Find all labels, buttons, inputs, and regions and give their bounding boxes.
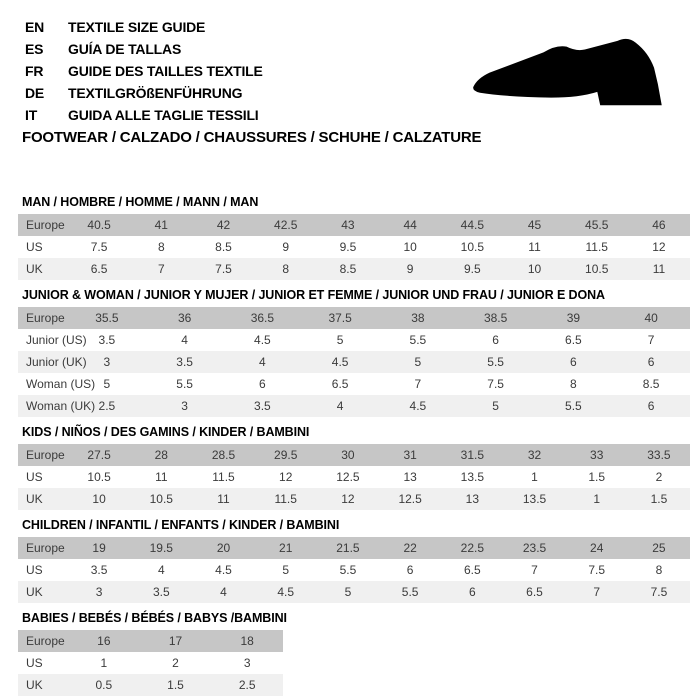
size-cell: 31.5	[460, 448, 484, 462]
size-table-kids	[18, 444, 690, 510]
size-cell: 5.5	[487, 355, 504, 369]
size-cell: 2	[655, 470, 663, 484]
size-cell: 13	[403, 470, 417, 484]
table-row	[18, 559, 690, 581]
size-cell: 11	[217, 492, 230, 506]
row-label-cell: Europe	[26, 448, 65, 462]
size-table-section-junior-woman	[18, 288, 690, 417]
size-table-man	[18, 214, 690, 280]
size-cell: 10.5	[87, 470, 111, 484]
row-label-cell: US	[26, 240, 43, 254]
size-cell: 3	[95, 585, 103, 599]
size-cell: 11	[652, 262, 666, 276]
table-title-children: CHILDREN / INFANTIL / ENFANTS / KINDER / BAMBINI	[22, 518, 340, 532]
size-cell: 8	[157, 240, 165, 254]
size-cell: 2	[172, 656, 179, 670]
size-cell: 28	[154, 448, 168, 462]
size-table-babies	[18, 630, 283, 696]
size-table-section-man	[18, 195, 690, 280]
size-cell: 13.5	[460, 470, 484, 484]
size-cell: 12.5	[398, 492, 422, 506]
size-cell: 9.5	[463, 262, 481, 276]
size-tables	[18, 195, 690, 696]
size-table-section-kids	[18, 425, 690, 510]
size-cell: 10.5	[585, 262, 609, 276]
size-cell: 29.5	[274, 448, 298, 462]
size-cell: 12.5	[336, 470, 360, 484]
size-cell: 6	[492, 333, 499, 347]
row-label-cell: UK	[26, 585, 43, 599]
table-row	[18, 466, 690, 488]
size-cell: 7	[414, 377, 422, 391]
size-cell: 4	[220, 585, 227, 599]
size-cell: 7.5	[90, 240, 108, 254]
size-cell: 10.5	[460, 240, 484, 254]
size-cell: 5	[103, 377, 111, 391]
row-label-cell: UK	[26, 492, 43, 506]
shoe-icon	[465, 38, 670, 118]
size-cell: 9	[406, 262, 414, 276]
table-row	[18, 581, 690, 603]
size-table-children	[18, 537, 690, 603]
size-cell: 5.5	[176, 377, 193, 391]
size-table-junior-woman	[18, 307, 690, 417]
language-code: DE	[25, 85, 45, 101]
size-cell: 6	[647, 399, 655, 413]
size-cell: 12	[279, 470, 293, 484]
size-cell: 23.5	[522, 541, 547, 555]
language-code: IT	[25, 107, 38, 123]
table-row	[18, 652, 283, 674]
size-cell: 4	[157, 563, 165, 577]
size-cell: 12	[341, 492, 355, 506]
size-cell: 11.5	[585, 240, 608, 254]
size-cell: 19.5	[149, 541, 173, 555]
size-cell: 6.5	[331, 377, 349, 391]
size-cell: 4	[181, 333, 188, 347]
size-cell: 7.5	[215, 262, 232, 276]
size-cell: 22	[403, 541, 417, 555]
language-row	[25, 60, 263, 82]
size-cell: 21	[279, 541, 293, 555]
size-cell: 46	[652, 218, 666, 232]
size-cell: 36	[177, 311, 192, 325]
size-cell: 7	[593, 585, 601, 599]
size-cell: 45	[527, 218, 542, 232]
language-label: GUÍA DE TALLAS	[68, 41, 182, 57]
size-cell: 4.5	[331, 355, 349, 369]
size-cell: 30	[341, 448, 355, 462]
size-cell: 35.5	[95, 311, 119, 325]
size-cell: 3	[103, 355, 111, 369]
size-cell: 6	[468, 585, 476, 599]
size-cell: 3.5	[152, 585, 170, 599]
size-cell: 7	[157, 262, 165, 276]
size-cell: 11	[155, 470, 168, 484]
size-cell: 1.5	[650, 492, 668, 506]
size-cell: 38	[411, 311, 425, 325]
size-cell: 42	[216, 218, 231, 232]
table-title-kids: KIDS / NIÑOS / DES GAMINS / KINDER / BAMBINI	[22, 425, 310, 439]
size-cell: 44	[403, 218, 417, 232]
size-cell: 3.5	[254, 399, 271, 413]
size-cell: 0.5	[95, 678, 113, 692]
size-cell: 4.5	[409, 399, 427, 413]
size-cell: 3.5	[98, 333, 116, 347]
size-cell: 1	[593, 492, 601, 506]
language-code: FR	[25, 63, 44, 79]
size-cell: 16	[97, 634, 111, 648]
size-cell: 13.5	[522, 492, 547, 506]
size-cell: 41	[154, 218, 168, 232]
size-cell: 4	[336, 399, 344, 413]
table-header-row	[18, 214, 690, 236]
size-cell: 1	[100, 656, 108, 670]
size-cell: 10	[527, 262, 542, 276]
size-cell: 5.5	[565, 399, 582, 413]
size-cell: 18	[240, 634, 254, 648]
size-table-section-children	[18, 518, 690, 603]
row-label-cell: US	[26, 563, 43, 577]
size-cell: 6.5	[565, 333, 582, 347]
row-label-cell: Europe	[26, 541, 65, 555]
size-cell: 6	[647, 355, 655, 369]
size-cell: 31	[403, 448, 417, 462]
size-cell: 5	[492, 399, 499, 413]
size-cell: 1	[531, 470, 538, 484]
size-cell: 39	[566, 311, 581, 325]
size-cell: 8.5	[339, 262, 357, 276]
size-cell: 4.5	[277, 585, 295, 599]
size-cell: 2.5	[238, 678, 256, 692]
size-cell: 5.5	[401, 585, 419, 599]
size-cell: 33	[590, 448, 604, 462]
table-header-row	[18, 444, 690, 466]
table-header-row	[18, 537, 690, 559]
size-cell: 8.5	[642, 377, 660, 391]
size-cell: 6.5	[526, 585, 543, 599]
size-cell: 1.5	[167, 678, 184, 692]
size-cell: 2.5	[98, 399, 116, 413]
size-cell: 20	[216, 541, 231, 555]
table-row	[18, 351, 690, 373]
size-cell: 7.5	[650, 585, 668, 599]
size-cell: 43	[341, 218, 355, 232]
size-cell: 8	[282, 262, 290, 276]
size-cell: 5.5	[409, 333, 427, 347]
table-row	[18, 674, 283, 696]
size-cell: 3	[181, 399, 188, 413]
row-label-cell: Junior (UK)	[26, 355, 87, 369]
size-cell: 11	[528, 240, 541, 254]
language-code: EN	[25, 19, 45, 35]
row-label-cell: US	[26, 470, 43, 484]
size-cell: 19	[92, 541, 106, 555]
language-row	[25, 16, 263, 38]
language-label: TEXTILE SIZE GUIDE	[68, 19, 206, 35]
size-cell: 7	[531, 563, 538, 577]
size-cell: 45.5	[585, 218, 609, 232]
language-label: GUIDA ALLE TAGLIE TESSILI	[68, 107, 259, 123]
size-cell: 3	[243, 656, 251, 670]
table-row	[18, 395, 690, 417]
language-list	[25, 16, 263, 126]
size-cell: 38.5	[483, 311, 508, 325]
header-block	[0, 0, 700, 126]
size-cell: 17	[168, 634, 183, 648]
size-cell: 28.5	[211, 448, 236, 462]
size-cell: 24	[590, 541, 604, 555]
table-row	[18, 329, 690, 351]
language-row	[25, 104, 263, 126]
row-label-cell: Europe	[26, 218, 65, 232]
size-cell: 5	[344, 585, 352, 599]
row-label-cell: Europe	[26, 634, 65, 648]
size-cell: 40.5	[87, 218, 111, 232]
size-cell: 7	[647, 333, 655, 347]
table-row	[18, 373, 690, 395]
table-row	[18, 258, 690, 280]
table-title-babies: BABIES / BEBÉS / BÉBÉS / BABYS /BAMBINI	[22, 611, 287, 625]
size-cell: 7.5	[588, 563, 606, 577]
row-label-cell: Woman (UK)	[26, 399, 96, 413]
size-cell: 8	[570, 377, 577, 391]
size-cell: 44.5	[460, 218, 484, 232]
size-cell: 10	[403, 240, 417, 254]
size-cell: 22.5	[460, 541, 484, 555]
table-title-man: MAN / HOMBRE / HOMME / MANN / MAN	[22, 195, 259, 209]
size-cell: 32	[527, 448, 542, 462]
size-cell: 6.5	[90, 262, 108, 276]
size-cell: 33.5	[647, 448, 671, 462]
row-label-cell: US	[26, 656, 43, 670]
size-cell: 6	[406, 563, 414, 577]
row-label-cell: Junior (US)	[26, 333, 87, 347]
language-label: TEXTILGRÖßENFÜHRUNG	[68, 85, 243, 101]
table-title-junior-woman: JUNIOR & WOMAN / JUNIOR Y MUJER / JUNIOR ET FEMME / JUNIOR UND FRAU / JUNIOR E DONA	[22, 288, 605, 302]
size-cell: 12	[652, 240, 666, 254]
size-cell: 4	[259, 355, 266, 369]
size-table-section-babies	[18, 611, 690, 696]
row-label-cell: UK	[26, 262, 43, 276]
size-cell: 1.5	[588, 470, 606, 484]
footwear-category-title: FOOTWEAR / CALZADO / CHAUSSURES / SCHUHE / CALZATURE	[22, 129, 482, 146]
size-cell: 42.5	[274, 218, 298, 232]
table-row	[18, 236, 690, 258]
language-code: ES	[25, 41, 44, 57]
table-header-row	[18, 307, 690, 329]
size-cell: 6.5	[463, 563, 481, 577]
language-label: GUIDE DES TAILLES TEXTILE	[68, 63, 263, 79]
row-label-cell: Woman (US)	[26, 377, 96, 391]
size-cell: 4.5	[215, 563, 232, 577]
size-cell: 6	[259, 377, 266, 391]
size-cell: 13	[465, 492, 479, 506]
language-row	[25, 38, 263, 60]
size-cell: 10	[92, 492, 106, 506]
size-cell: 25	[652, 541, 666, 555]
table-row	[18, 488, 690, 510]
language-row	[25, 82, 263, 104]
size-cell: 11.5	[274, 492, 297, 506]
table-header-row	[18, 630, 283, 652]
size-cell: 3.5	[176, 355, 193, 369]
size-cell: 5	[282, 563, 290, 577]
size-cell: 8	[655, 563, 663, 577]
size-cell: 11.5	[212, 470, 235, 484]
size-cell: 3.5	[90, 563, 108, 577]
size-cell: 7.5	[487, 377, 504, 391]
row-label-cell: Europe	[26, 311, 65, 325]
size-cell: 40	[644, 311, 658, 325]
size-cell: 37.5	[328, 311, 352, 325]
size-cell: 10.5	[149, 492, 173, 506]
row-label-cell: UK	[26, 678, 43, 692]
size-cell: 27.5	[87, 448, 111, 462]
size-cell: 8.5	[215, 240, 232, 254]
size-cell: 4.5	[254, 333, 271, 347]
size-cell: 21.5	[336, 541, 360, 555]
size-cell: 5	[414, 355, 422, 369]
size-cell: 9.5	[339, 240, 357, 254]
size-cell: 5	[336, 333, 344, 347]
size-cell: 5.5	[339, 563, 357, 577]
size-cell: 36.5	[250, 311, 275, 325]
size-cell: 6	[570, 355, 577, 369]
size-cell: 9	[282, 240, 290, 254]
